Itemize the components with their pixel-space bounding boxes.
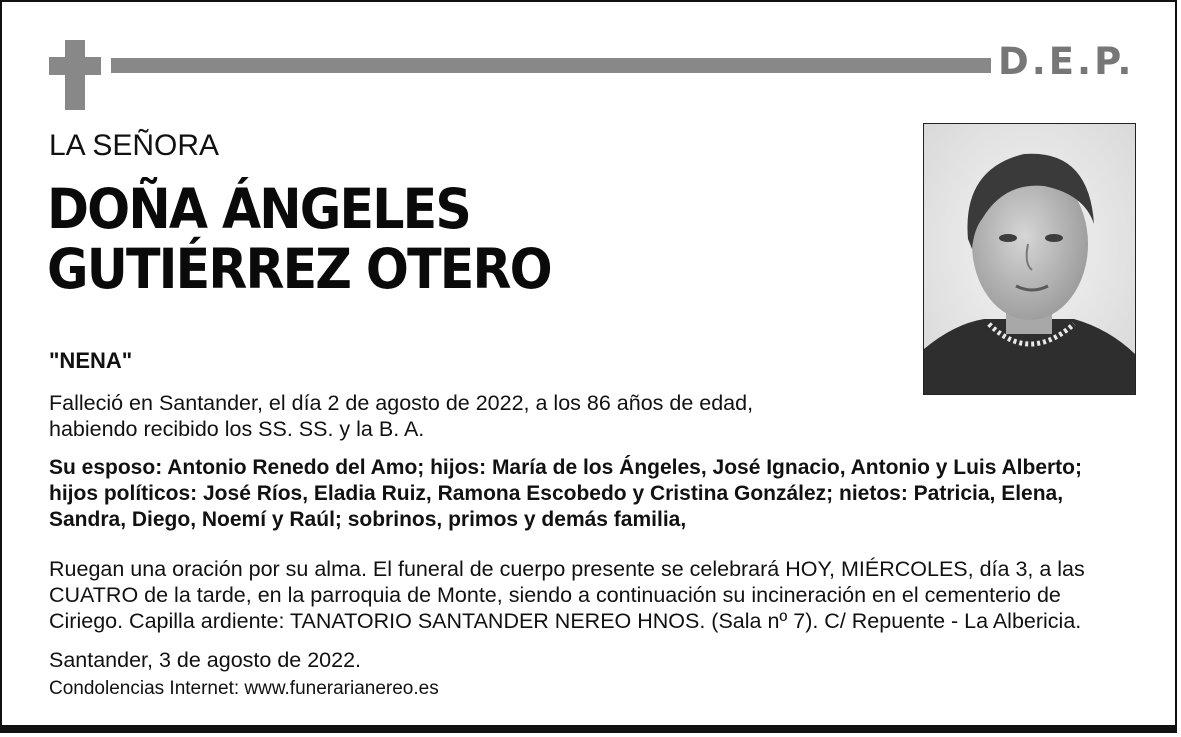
header-rule	[111, 58, 991, 73]
name-line-2: GUTIÉRREZ OTERO	[47, 237, 551, 301]
dep-mark: D.E.P.	[998, 40, 1135, 83]
condolences-line: Condolencias Internet: www.funerarianereo.es	[49, 678, 439, 699]
text-line: Sandra, Diego, Noemí y Raúl; sobrinos, primos y demás familia,	[49, 508, 687, 531]
text-line: Ciriego. Capilla ardiente: TANATORIO SANTANDER NEREO HNOS. (Sala nº 7). C/ Repuente - La Albericia.	[49, 609, 1082, 633]
text-line: Su esposo: Antonio Renedo del Amo; hijos: María de los Ángeles, José Ignacio, Antonio y Luis Alberto;	[49, 456, 1082, 479]
nickname: "NENA"	[49, 348, 133, 373]
deceased-name	[47, 179, 551, 299]
funeral-details	[49, 556, 1085, 634]
text-line: Falleció en Santander, el día 2 de agosto de 2022, a los 86 años de edad,	[49, 391, 754, 415]
cross-icon	[65, 40, 85, 110]
family-list	[49, 455, 1082, 533]
death-announcement	[49, 390, 753, 442]
text-line: CUATRO de la tarde, en la parroquia de Monte, siendo a continuación su incineración en el cementerio de	[49, 583, 1061, 607]
text-line: habiendo recibido los SS. SS. y la B. A.	[49, 417, 425, 441]
text-line: hijos políticos: José Ríos, Eladia Ruiz, Ramona Escobedo y Cristina González; nietos: Patricia, Elena,	[49, 482, 1064, 505]
place-date: Santander, 3 de agosto de 2022.	[49, 648, 362, 672]
name-line-1: DOÑA ÁNGELES	[47, 177, 470, 241]
text-line: Ruegan una oración por su alma. El funeral de cuerpo presente se celebrará HOY, MIÉRCOLES, día 3, a las	[49, 557, 1085, 581]
cross-icon-bar	[49, 57, 101, 75]
title-prefix: LA SEÑORA	[49, 129, 220, 162]
portrait-photo	[923, 123, 1136, 395]
